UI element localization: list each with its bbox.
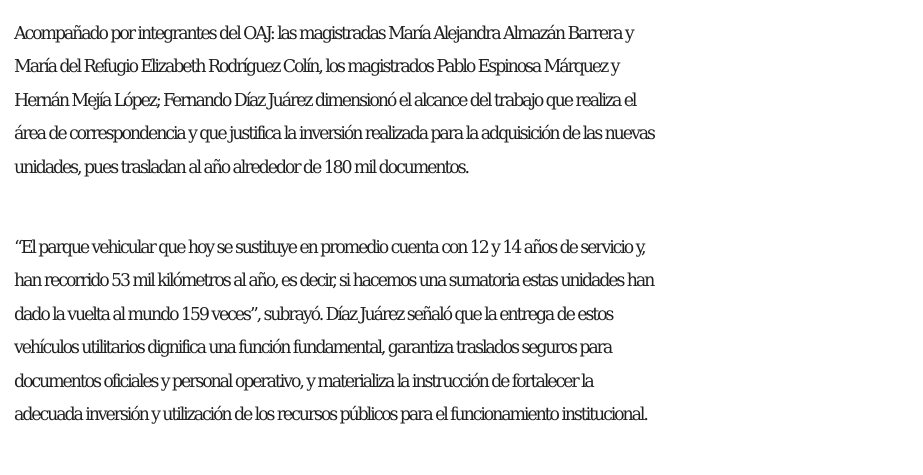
paragraph-line: dado la vuelta al mundo 159 veces”, subrayó. Díaz Juárez señaló que la entrega de estos [14,304,613,325]
paragraph-line: han recorrido 53 mil kilómetros al año, es decir, si hacemos una sumatoria estas unidades han [14,271,654,292]
paragraph-line: “El parque vehicular que hoy se sustituye en promedio cuenta con 12 y 14 años de servicio y, [14,238,645,259]
paragraph-1 [14,18,923,185]
paragraph-2 [14,232,923,432]
paragraph-line: María del Refugio Elizabeth Rodríguez Colín, los magistrados Pablo Espinosa Márquez y [14,57,619,78]
paragraph-line: Hernán Mejía López; Fernando Díaz Juárez dimensionó el alcance del trabajo que realiza el [14,90,636,111]
paragraph-line: documentos oficiales y personal operativo, y materializa la instrucción de fortalecer la [14,371,593,392]
paragraph-line: adecuada inversión y utilización de los recursos públicos para el funcionamiento institucional. [14,405,647,426]
paragraph-line: Acompañado por integrantes del OAJ: las magistradas María Alejandra Almazán Barrera y [14,24,633,44]
paragraph-line: unidades, pues trasladan al año alrededor de 180 mil documentos. [14,157,468,178]
paragraph-line: vehículos utilitarios dignifica una función fundamental, garantiza traslados seguros para [14,338,612,359]
paragraph-line: área de correspondencia y que justifica la inversión realizada para la adquisición de las nuevas [14,124,654,145]
